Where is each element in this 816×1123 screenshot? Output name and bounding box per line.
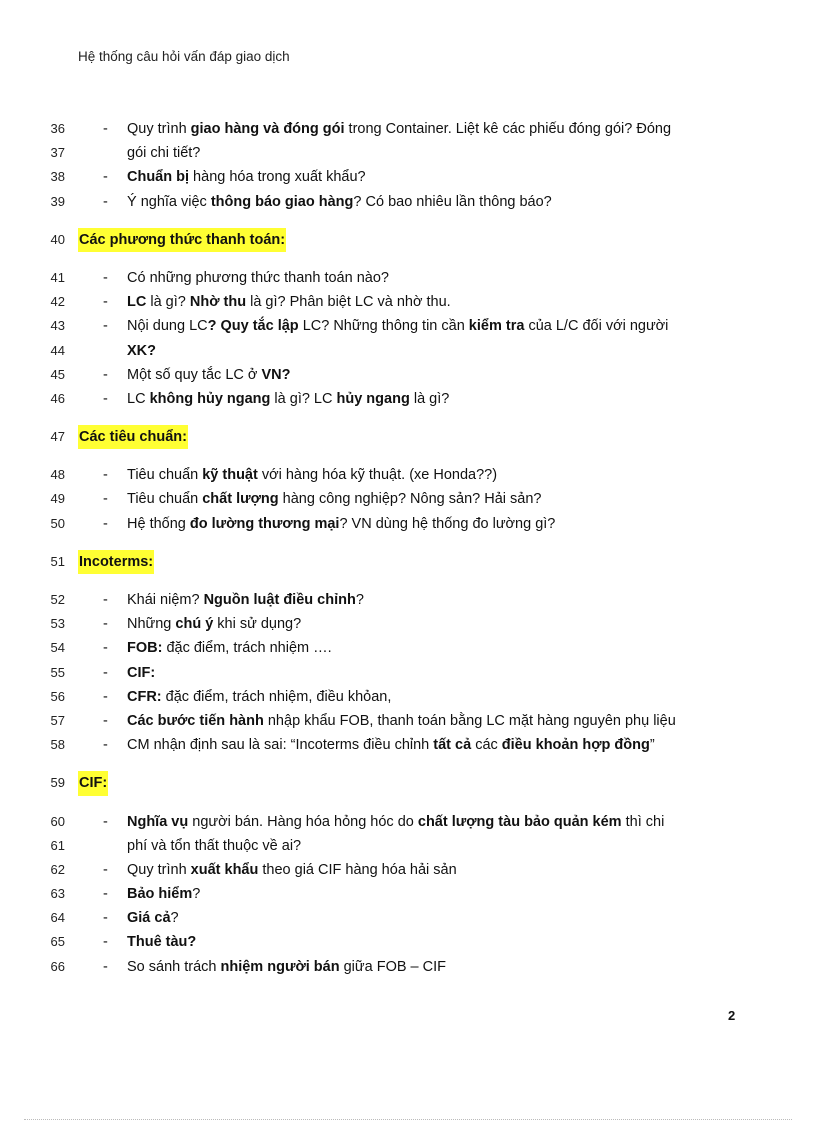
- text-run: Một số quy tắc LC ở: [127, 366, 262, 383]
- text-run: Quy trình: [127, 121, 191, 137]
- line-number: 38: [50, 169, 65, 185]
- item-text: [127, 733, 655, 757]
- bold-term: chú ý: [175, 616, 214, 633]
- section-heading: Incoterms:: [78, 550, 154, 574]
- item-text: [127, 858, 457, 882]
- line-number: 50: [50, 515, 65, 531]
- line-number: 64: [50, 910, 65, 926]
- item-text: [127, 290, 451, 314]
- bullet-dash: -: [103, 958, 108, 975]
- item-text: [127, 314, 668, 338]
- list-item: [0, 955, 816, 979]
- bold-term: xuất khẩu: [190, 861, 259, 878]
- section-heading-row: [0, 550, 816, 574]
- item-text: [127, 463, 497, 487]
- item-text: [127, 685, 391, 709]
- list-item: [0, 858, 816, 882]
- line-number: 45: [50, 366, 65, 382]
- item-text: [127, 165, 366, 189]
- line-number: 42: [50, 294, 65, 310]
- bold-term: điều khoản hợp đồng: [501, 737, 650, 754]
- text-run: LC: [127, 390, 150, 407]
- text-run: Hệ thống: [127, 515, 190, 532]
- text-run: Quy trình: [127, 861, 191, 878]
- text-run: với hàng hóa kỹ thuật. (xe Honda??): [257, 467, 498, 484]
- line-number: 51: [50, 553, 65, 569]
- bold-term: CIF:: [127, 664, 156, 681]
- bullet-dash: -: [103, 688, 108, 705]
- bullet-dash: -: [103, 390, 108, 407]
- line-number: 58: [50, 737, 65, 753]
- list-item: [0, 930, 816, 954]
- list-item: [0, 463, 816, 487]
- bold-term: kiểm tra: [468, 318, 525, 335]
- bold-term: Nguồn luật điều chỉnh: [203, 592, 356, 608]
- line-number: 37: [50, 145, 65, 161]
- list-item: [0, 190, 816, 214]
- item-text: [127, 882, 200, 906]
- bullet-dash: -: [103, 515, 108, 532]
- text-run: Có những phương thức thanh toán nào?: [127, 269, 389, 286]
- page-header: Hệ thống câu hỏi vấn đáp giao dịch: [78, 49, 290, 64]
- bullet-dash: -: [103, 737, 108, 754]
- bold-term: hủy ngang: [336, 390, 410, 407]
- line-number: 59: [50, 775, 65, 791]
- line-number: 61: [50, 837, 65, 853]
- bold-term: thông báo giao hàng: [210, 193, 354, 210]
- bullet-dash: -: [103, 712, 108, 729]
- item-text: [127, 810, 664, 834]
- bold-term: kỹ thuật: [202, 467, 258, 484]
- bullet-dash: -: [103, 910, 108, 927]
- bullet-dash: -: [103, 269, 108, 286]
- item-text: [127, 190, 552, 214]
- item-text: [127, 955, 446, 979]
- bullet-dash: -: [103, 366, 108, 383]
- text-run: LC? Những thông tin cần: [298, 318, 469, 335]
- line-number: 54: [50, 640, 65, 656]
- bold-term: chất lượng tàu bảo quản kém: [417, 813, 622, 830]
- item-text: [127, 834, 301, 858]
- line-number: 62: [50, 861, 65, 877]
- text-run: Khái niệm?: [127, 592, 204, 608]
- text-run: là gì?: [409, 390, 450, 407]
- text-run: Nội dung LC: [127, 318, 208, 335]
- list-item: [0, 810, 816, 834]
- item-text: [127, 636, 332, 660]
- bold-term: XK?: [127, 342, 156, 359]
- page-bottom-border: [24, 1119, 792, 1120]
- bullet-dash: -: [103, 886, 108, 903]
- list-item: [0, 906, 816, 930]
- line-number: 66: [50, 958, 65, 974]
- list-item: [0, 165, 816, 189]
- text-run: trong Container. Liệt kê các phiếu đóng gói? Đóng: [344, 121, 672, 137]
- text-run: đặc điểm, trách nhiệm ….: [162, 640, 332, 657]
- text-run: So sánh trách: [127, 958, 221, 975]
- bold-term: Nhờ thu: [189, 294, 247, 311]
- line-number: 57: [50, 712, 65, 728]
- section-gap: [0, 574, 816, 588]
- item-text: [127, 387, 449, 411]
- item-text: [127, 709, 676, 733]
- list-item: [0, 882, 816, 906]
- item-text: [127, 117, 671, 141]
- item-text: [127, 141, 200, 165]
- list-item: [0, 733, 816, 757]
- line-number: 55: [50, 664, 65, 680]
- bold-term: Giá cả: [127, 910, 171, 927]
- text-run: theo giá CIF hàng hóa hải sản: [258, 861, 457, 878]
- line-number: 47: [50, 429, 65, 445]
- text-run: Những: [127, 616, 176, 633]
- line-number: 39: [50, 193, 65, 209]
- bold-term: không hủy ngang: [149, 390, 271, 407]
- text-run: khi sử dụng?: [213, 616, 302, 633]
- item-text: [127, 612, 301, 636]
- bold-term: CFR:: [127, 688, 162, 705]
- text-run: Tiêu chuẩn: [127, 491, 203, 508]
- bold-term: chất lượng: [202, 491, 279, 508]
- bold-term: FOB:: [127, 640, 163, 657]
- bold-term: Nghĩa vụ: [127, 813, 189, 830]
- section-gap: [0, 796, 816, 810]
- line-number: 56: [50, 688, 65, 704]
- list-item: [0, 685, 816, 709]
- bullet-dash: -: [103, 592, 108, 608]
- list-item: [0, 387, 816, 411]
- bullet-dash: -: [103, 294, 108, 311]
- section-heading-row: [0, 228, 816, 252]
- list-item: [0, 290, 816, 314]
- line-number: 46: [50, 390, 65, 406]
- bullet-dash: -: [103, 616, 108, 633]
- list-item: [0, 709, 816, 733]
- list-item: [0, 636, 816, 660]
- list-item: [0, 612, 816, 636]
- page-number: 2: [728, 1008, 736, 1023]
- bold-term: ? Quy tắc lập: [207, 318, 299, 335]
- bullet-dash: -: [103, 491, 108, 508]
- item-text: [127, 588, 364, 612]
- text-run: hàng hóa trong xuất khẩu?: [189, 169, 366, 186]
- item-text: [127, 930, 196, 954]
- section-gap: [0, 757, 816, 771]
- item-text: [127, 363, 290, 387]
- list-item: [0, 512, 816, 536]
- bold-term: Chuẩn bị: [127, 169, 190, 186]
- list-item: [0, 363, 816, 387]
- text-run: là gì? Phân biệt LC và nhờ thu.: [246, 294, 451, 311]
- line-number: 41: [50, 269, 65, 285]
- bullet-dash: -: [103, 934, 108, 951]
- item-text: [127, 487, 541, 511]
- section-gap: [0, 449, 816, 463]
- text-run: CM nhận định sau là sai: “Incoterms điều chỉnh: [127, 737, 434, 754]
- line-number: 63: [50, 886, 65, 902]
- text-run: gói chi tiết?: [127, 145, 201, 162]
- bold-term: Thuê tàu?: [127, 934, 197, 951]
- list-item: [0, 487, 816, 511]
- item-text: [127, 512, 555, 536]
- text-run: là gì? LC: [270, 390, 337, 407]
- text-run: của L/C đối với người: [524, 318, 669, 335]
- text-run: thì chi: [621, 813, 665, 830]
- section-heading: Các tiêu chuẩn:: [78, 425, 188, 449]
- line-number: 44: [50, 342, 65, 358]
- text-run: các: [471, 737, 502, 754]
- question-list: [0, 117, 816, 979]
- section-gap: [0, 411, 816, 425]
- line-number: 60: [50, 813, 65, 829]
- line-number: 53: [50, 616, 65, 632]
- list-item: [0, 339, 816, 363]
- item-text: [127, 661, 155, 685]
- section-gap: [0, 214, 816, 228]
- bold-term: tất cả: [433, 737, 472, 754]
- bullet-dash: -: [103, 169, 108, 186]
- text-run: ?: [170, 910, 179, 927]
- text-run: phí và tổn thất thuộc về ai?: [127, 837, 302, 854]
- text-run: ? VN dùng hệ thống đo lường gì?: [339, 515, 556, 532]
- section-gap: [0, 536, 816, 550]
- bullet-dash: -: [103, 813, 108, 830]
- bold-term: VN?: [261, 366, 291, 383]
- line-number: 52: [50, 592, 65, 607]
- list-item: [0, 141, 816, 165]
- bullet-dash: -: [103, 121, 108, 137]
- bold-term: nhiệm người bán: [220, 958, 340, 975]
- list-item: [0, 661, 816, 685]
- text-run: đặc điểm, trách nhiệm, điều khỏan,: [161, 688, 392, 705]
- bullet-dash: -: [103, 318, 108, 335]
- bullet-dash: -: [103, 664, 108, 681]
- line-number: 36: [50, 121, 65, 136]
- line-number: 43: [50, 318, 65, 334]
- section-heading: Các phương thức thanh toán:: [78, 228, 286, 252]
- text-run: hàng công nghiệp? Nông sản? Hải sản?: [278, 491, 542, 508]
- text-run: ?: [192, 886, 201, 903]
- bullet-dash: -: [103, 861, 108, 878]
- line-number: 65: [50, 934, 65, 950]
- bullet-dash: -: [103, 640, 108, 657]
- bold-term: đo lường thương mại: [189, 515, 340, 532]
- bold-term: giao hàng và đóng gói: [190, 121, 345, 137]
- item-text: [127, 906, 179, 930]
- text-run: người bán. Hàng hóa hỏng hóc do: [188, 813, 418, 830]
- line-number: 49: [50, 491, 65, 507]
- text-run: ?: [355, 592, 364, 608]
- section-heading: CIF:: [78, 771, 108, 795]
- bullet-dash: -: [103, 467, 108, 484]
- bold-term: LC: [127, 294, 147, 311]
- item-text: [127, 266, 389, 290]
- list-item: [0, 834, 816, 858]
- line-number: 40: [50, 231, 65, 247]
- text-run: Tiêu chuẩn: [127, 467, 203, 484]
- text-run: giữa FOB – CIF: [339, 958, 446, 975]
- text-run: là gì?: [146, 294, 190, 311]
- list-item: [0, 314, 816, 338]
- text-run: ? Có bao nhiêu lần thông báo?: [353, 193, 552, 210]
- text-run: ”: [649, 737, 655, 754]
- list-item: [0, 266, 816, 290]
- section-heading-row: [0, 771, 816, 795]
- item-text: [127, 339, 156, 363]
- bullet-dash: -: [103, 193, 108, 210]
- bold-term: Bảo hiểm: [127, 886, 193, 903]
- text-run: Ý nghĩa việc: [127, 193, 211, 210]
- list-item: [0, 117, 816, 141]
- text-run: nhập khẩu FOB, thanh toán bằng LC mặt hàng nguyên phụ liệu: [263, 712, 676, 729]
- list-item: [0, 588, 816, 612]
- bold-term: Các bước tiến hành: [127, 712, 264, 729]
- section-heading-row: [0, 425, 816, 449]
- line-number: 48: [50, 467, 65, 483]
- section-gap: [0, 252, 816, 266]
